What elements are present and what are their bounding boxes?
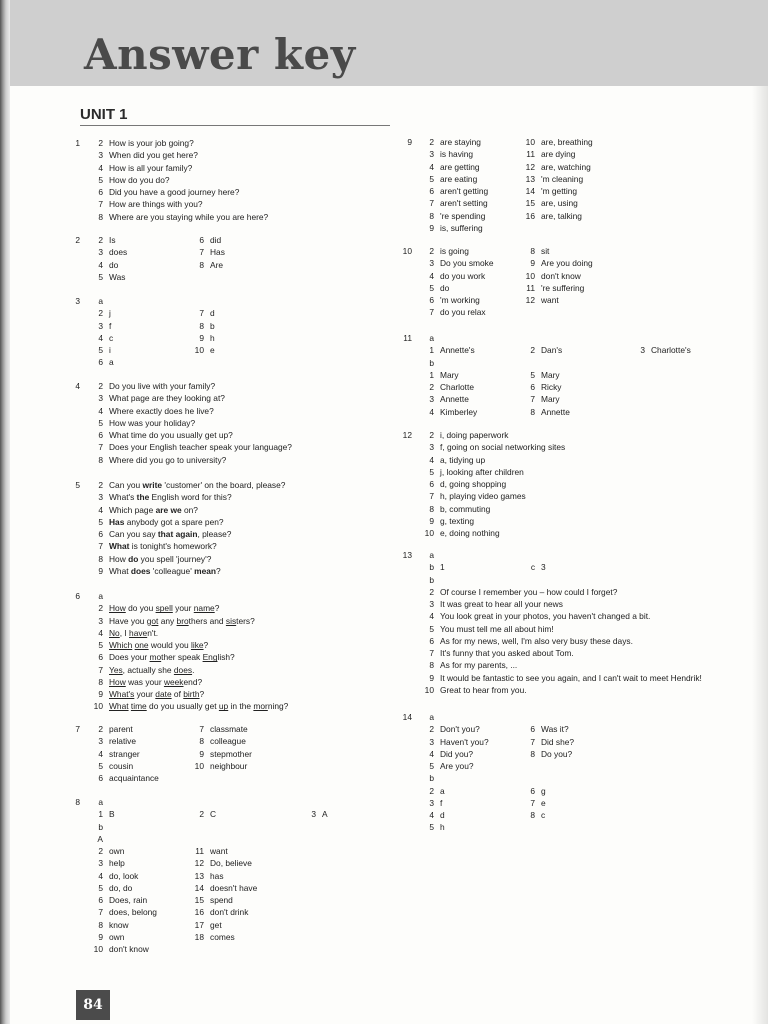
answer-item: 16 don't drink	[194, 907, 249, 918]
answer-item: 7 Mary	[530, 394, 560, 405]
answer-item: 2 a	[429, 785, 445, 796]
answer-item: 5 Are you?	[429, 761, 474, 771]
exercise-number: 11	[403, 333, 412, 343]
answer-item: 4 do	[98, 259, 119, 270]
answer-item: 6 Did you have a good journey here?	[98, 187, 240, 197]
answer-item: 2 C	[199, 809, 217, 820]
answer-item: 3 A	[311, 809, 328, 820]
answer-item: 5 are eating	[429, 173, 478, 184]
answer-item: 4 do you work	[429, 270, 486, 281]
answer-item: 8 How was your weekend?	[98, 676, 203, 687]
answer-item: 2 How is your job going?	[98, 138, 194, 148]
answer-item: 4 a, tidying up	[429, 454, 486, 465]
answer-item: 7 aren't setting	[429, 198, 488, 209]
answer-item: 8 sit	[530, 246, 550, 256]
answer-item: 8 know	[98, 919, 129, 930]
answer-item: 4 You look great in your photos, you haven't changed a bit.	[429, 611, 651, 622]
answer-item: 6 did	[199, 235, 222, 245]
answer-item: 2 Do you live with your family?	[98, 381, 216, 391]
exercise-number: 6	[75, 591, 80, 601]
answer-item: 5 cousin	[98, 760, 134, 771]
answer-item: 3 f	[429, 797, 443, 808]
unit-divider	[80, 125, 390, 126]
answer-item: 11 want	[195, 846, 228, 856]
answer-item: 7 What is tonight's homework?	[98, 541, 217, 552]
exercise-number: 8	[75, 797, 80, 807]
answer-item: a	[429, 712, 434, 722]
answer-item: 9 h	[199, 332, 215, 343]
answer-item: 7 Yes, actually she does.	[98, 664, 195, 675]
answer-item: 7 does, belong	[98, 907, 157, 918]
answer-item: 8 Where did you go to university?	[98, 454, 227, 465]
exercise-number: 14	[402, 712, 412, 722]
answer-item: 9 g, texting	[429, 515, 474, 526]
answer-item: 4 How is all your family?	[98, 162, 193, 173]
answer-item: 4 Did you?	[429, 748, 474, 759]
answer-item: 2 are staying	[429, 137, 481, 147]
answer-item: 3 Haven't you?	[429, 736, 489, 747]
answer-item: A	[97, 833, 103, 844]
answer-item: b	[429, 357, 434, 368]
answer-item: 11 're suffering	[526, 282, 585, 293]
answer-item: 7 Does your English teacher speak your language?	[98, 442, 292, 453]
answer-item: 8 b, commuting	[429, 503, 491, 514]
answer-item: 6 'm working	[429, 295, 480, 305]
answer-item: 3 It was great to hear all your news	[429, 599, 563, 609]
answer-item: 6 What time do you usually get up?	[98, 430, 233, 440]
answer-item: 7 do you relax	[429, 307, 486, 318]
answer-item: 14 'm getting	[525, 186, 578, 196]
answer-item: 7 classmate	[199, 724, 248, 734]
answer-item: 2 j	[98, 308, 111, 319]
answer-item: 5 How was your holiday?	[98, 417, 196, 428]
answer-item: 2 Can you write 'customer' on the board, please?	[98, 480, 286, 490]
answer-item: 7 How are things with you?	[98, 199, 203, 210]
answer-item: 15 spend	[194, 895, 233, 905]
exercise-number: 2	[75, 235, 80, 245]
answer-item: 8 b	[199, 320, 215, 331]
answer-item: 10 don't know	[93, 944, 149, 954]
answer-item: 8 As for my parents, ...	[429, 660, 518, 671]
page-number: 84	[76, 990, 110, 1020]
answer-item: 13 has	[194, 870, 224, 881]
answer-item: 8 're spending	[429, 210, 486, 221]
answer-item: 9 stepmother	[199, 748, 252, 759]
answer-item: 6 Ricky	[530, 382, 562, 392]
answer-item: 3 Have you got any brothers and sisters?	[98, 615, 255, 626]
answer-item: b 1	[429, 562, 445, 573]
answer-item: 7 It's funny that you asked about Tom.	[429, 648, 574, 658]
book-spine	[0, 0, 10, 1024]
answer-item: 2 How do you spell your name?	[98, 603, 220, 614]
answer-item: 5 How do you do?	[98, 174, 170, 185]
exercise-number: 9	[407, 137, 412, 147]
answer-item: 7 d	[199, 308, 215, 319]
answer-item: 2 i, doing paperwork	[429, 430, 509, 440]
answer-item: 6 Was it?	[530, 724, 569, 735]
answer-item: 8 colleague	[199, 736, 246, 747]
answer-item: 10 are, breathing	[525, 137, 593, 147]
answer-item: 6 d, going shopping	[429, 479, 507, 489]
answer-item: 5 h	[429, 822, 445, 833]
answer-item: 8 Where are you staying while you are here?	[98, 211, 269, 222]
answer-item: 10 What time do you usually get up in the morning?	[93, 701, 289, 712]
answer-item: 5 Was	[98, 271, 126, 282]
answer-item: 10 e, doing nothing	[424, 528, 500, 538]
answer-item: 7 e	[530, 797, 546, 808]
answer-item: 2 Of course I remember you – how could I forget?	[429, 586, 618, 597]
answer-item: 3 Charlotte's	[640, 345, 691, 356]
answer-item: 18 comes	[194, 931, 235, 942]
answer-item: 4 Which page are we on?	[98, 504, 198, 515]
answer-item: 9 What's your date of birth?	[98, 689, 205, 699]
answer-item: 2 Is	[98, 235, 116, 245]
answer-item: b	[429, 574, 434, 585]
answer-item: 4 d	[429, 810, 445, 820]
answer-item: 3 When did you get here?	[98, 150, 198, 161]
answer-item: 6 a	[98, 357, 114, 368]
answer-item: 9 Are you doing	[530, 258, 593, 269]
answer-item: 5 Has anybody got a spare pen?	[98, 516, 224, 527]
answer-item: 7 Has	[199, 247, 225, 258]
answer-item: 10 don't know	[525, 270, 581, 281]
answer-item: 3 Annette	[429, 394, 469, 405]
answer-item: 8 Annette	[530, 406, 570, 417]
answer-item: 6 aren't getting	[429, 186, 489, 196]
exercise-number: 10	[402, 246, 412, 256]
answer-item: 5 i	[98, 345, 111, 355]
answer-item: 2 Don't you?	[429, 724, 480, 735]
answer-item: 9 It would be fantastic to see you again, and I can't wait to meet Hendrik!	[429, 672, 702, 683]
answer-item: 10 neighbour	[194, 760, 248, 771]
answer-item: 2 is going	[429, 246, 469, 256]
exercise-number: 13	[402, 550, 412, 560]
answer-item: 8 Are	[199, 259, 224, 270]
answer-item: 5 Mary	[530, 369, 560, 380]
answer-item: 9 own	[98, 931, 125, 942]
answer-item: 2 Charlotte	[429, 382, 474, 392]
answer-item: 6 Does, rain	[98, 895, 148, 905]
unit-title: UNIT 1	[80, 106, 128, 123]
answer-item: 8 Do you?	[530, 748, 573, 759]
page-shadow	[752, 0, 768, 1024]
answer-item: 3 What's the English word for this?	[98, 492, 232, 503]
exercise-number: 3	[75, 296, 80, 306]
answer-item: 4 stranger	[98, 748, 140, 759]
answer-item: 3 What page are they looking at?	[98, 393, 225, 404]
answer-item: 5 j, looking after children	[429, 466, 524, 477]
exercise-number: 4	[75, 381, 80, 391]
answer-item: 5 You must tell me all about him!	[429, 623, 554, 634]
answer-item: 12 are, watching	[525, 161, 591, 172]
answer-item: 11 are dying	[526, 149, 576, 160]
answer-item: a	[429, 550, 434, 560]
answer-item: 1 B	[98, 809, 115, 820]
answer-item: c 3	[530, 562, 546, 573]
answer-item: a	[98, 296, 103, 306]
answer-item: 6 Can you say that again, please?	[98, 529, 232, 539]
answer-item: 7 Did she?	[530, 736, 575, 747]
answer-item: 13 'm cleaning	[525, 173, 584, 184]
answer-item: 4 c	[98, 332, 114, 343]
answer-item: 10 Great to hear from you.	[424, 684, 527, 695]
exercise-number: 1	[75, 138, 80, 148]
exercise-number: 5	[75, 480, 80, 490]
answer-item: 8 c	[530, 810, 546, 820]
answer-item: 6 Does your mother speak English?	[98, 652, 235, 663]
answer-item: 4 Kimberley	[429, 406, 478, 417]
answer-item: 12 want	[525, 295, 559, 305]
answer-item: 3 f	[98, 320, 112, 331]
answer-item: 4 Where exactly does he live?	[98, 405, 214, 416]
answer-item: b	[98, 821, 103, 832]
page-title: Answer key	[84, 30, 356, 79]
answer-item: a	[429, 333, 434, 343]
answer-item: 3 help	[98, 858, 125, 869]
answer-item: 3 f, going on social networking sites	[429, 442, 566, 453]
answer-item: 5 do	[429, 282, 450, 293]
answer-item: a	[98, 797, 103, 807]
answer-item: 9 is, suffering	[429, 222, 483, 233]
answer-item: 4 are getting	[429, 161, 480, 172]
answer-item: 5 do, do	[98, 882, 133, 893]
exercise-number: 12	[402, 430, 412, 440]
answer-item: 10 e	[194, 345, 215, 355]
answer-item: 6 g	[530, 785, 546, 796]
answer-item: 12 Do, believe	[194, 858, 252, 869]
answer-item: 3 Do you smoke	[429, 258, 494, 269]
answer-item: 5 Which one would you like?	[98, 640, 209, 650]
answer-item: 6 acquaintance	[98, 773, 159, 783]
answer-item: 6 As for my news, well, I'm also very busy these days.	[429, 635, 633, 646]
answer-item: 3 is having	[429, 149, 474, 160]
answer-item: 15 are, using	[525, 198, 578, 209]
answer-item: 1 Annette's	[429, 345, 475, 356]
answer-item: a	[98, 591, 103, 601]
answer-item: 2 Dan's	[530, 345, 563, 356]
answer-item: 14 doesn't have	[194, 882, 258, 893]
answer-item: 3 relative	[98, 736, 136, 747]
answer-item: 3 does	[98, 247, 128, 258]
answer-item: 9 What does 'colleague' mean?	[98, 565, 221, 576]
exercise-number: 7	[75, 724, 80, 734]
answer-item: 2 parent	[98, 724, 133, 734]
answer-item: 4 do, look	[98, 870, 139, 881]
answer-item: 17 get	[194, 919, 222, 930]
answer-item: 2 own	[98, 846, 125, 856]
answer-item: 8 How do you spell 'journey'?	[98, 553, 212, 564]
answer-item: b	[429, 773, 434, 784]
answer-item: 7 h, playing video games	[429, 491, 526, 502]
answer-item: 16 are, talking	[525, 210, 582, 221]
answer-item: 4 No, I haven't.	[98, 627, 159, 638]
answer-item: 1 Mary	[429, 369, 459, 380]
